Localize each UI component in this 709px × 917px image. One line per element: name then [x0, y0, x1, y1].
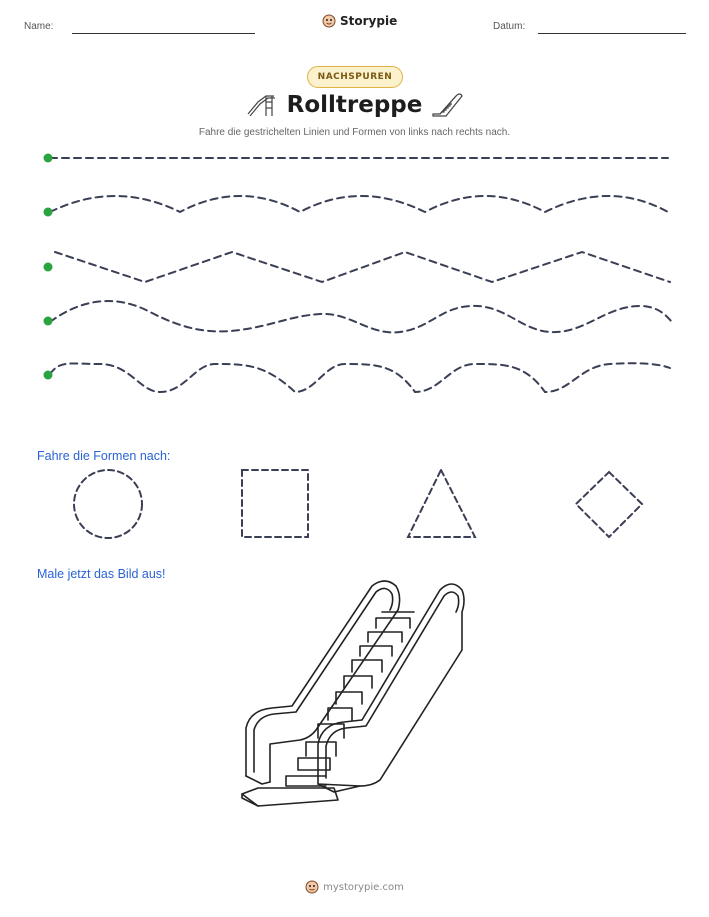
tracing-triangle — [408, 470, 475, 537]
tracing-line-arcs — [50, 196, 668, 212]
brand-logo — [322, 14, 397, 28]
tracing-line-wave — [50, 301, 672, 332]
instructions: Fahre die gestrichelten Linien und Formen von links nach rechts nach. — [198, 127, 511, 138]
escalator-coloring-image[interactable] — [236, 576, 468, 808]
storypie-logo-icon — [322, 14, 336, 28]
start-dot — [44, 371, 53, 380]
tracing-line-bumps — [50, 363, 670, 392]
tracing-line-zigzag — [55, 252, 670, 282]
tracing-diamond — [576, 472, 642, 537]
shapes-heading: Fahre die Formen nach: — [37, 449, 171, 463]
tracing-square — [242, 470, 308, 537]
escalator-icon — [430, 90, 464, 118]
start-dot — [44, 208, 53, 217]
storypie-logo-icon — [305, 880, 319, 894]
name-label: Name: — [24, 21, 54, 32]
brand-name: Storypie — [340, 14, 398, 28]
start-dot — [44, 154, 53, 163]
footer — [0, 880, 709, 894]
tracing-circle — [74, 470, 142, 538]
category-badge: NACHSPUREN — [307, 66, 403, 88]
tracing-lines[interactable] — [0, 140, 709, 400]
page-title: Rolltreppe — [286, 92, 423, 118]
footer-site: mystorypie.com — [323, 881, 404, 893]
date-line[interactable] — [538, 33, 686, 34]
date-label: Datum: — [493, 21, 526, 32]
coloring-heading: Male jetzt das Bild aus! — [37, 567, 166, 581]
start-dot — [44, 263, 53, 272]
tracing-shapes[interactable] — [0, 460, 709, 550]
name-line[interactable] — [72, 33, 255, 34]
start-dot — [44, 317, 53, 326]
